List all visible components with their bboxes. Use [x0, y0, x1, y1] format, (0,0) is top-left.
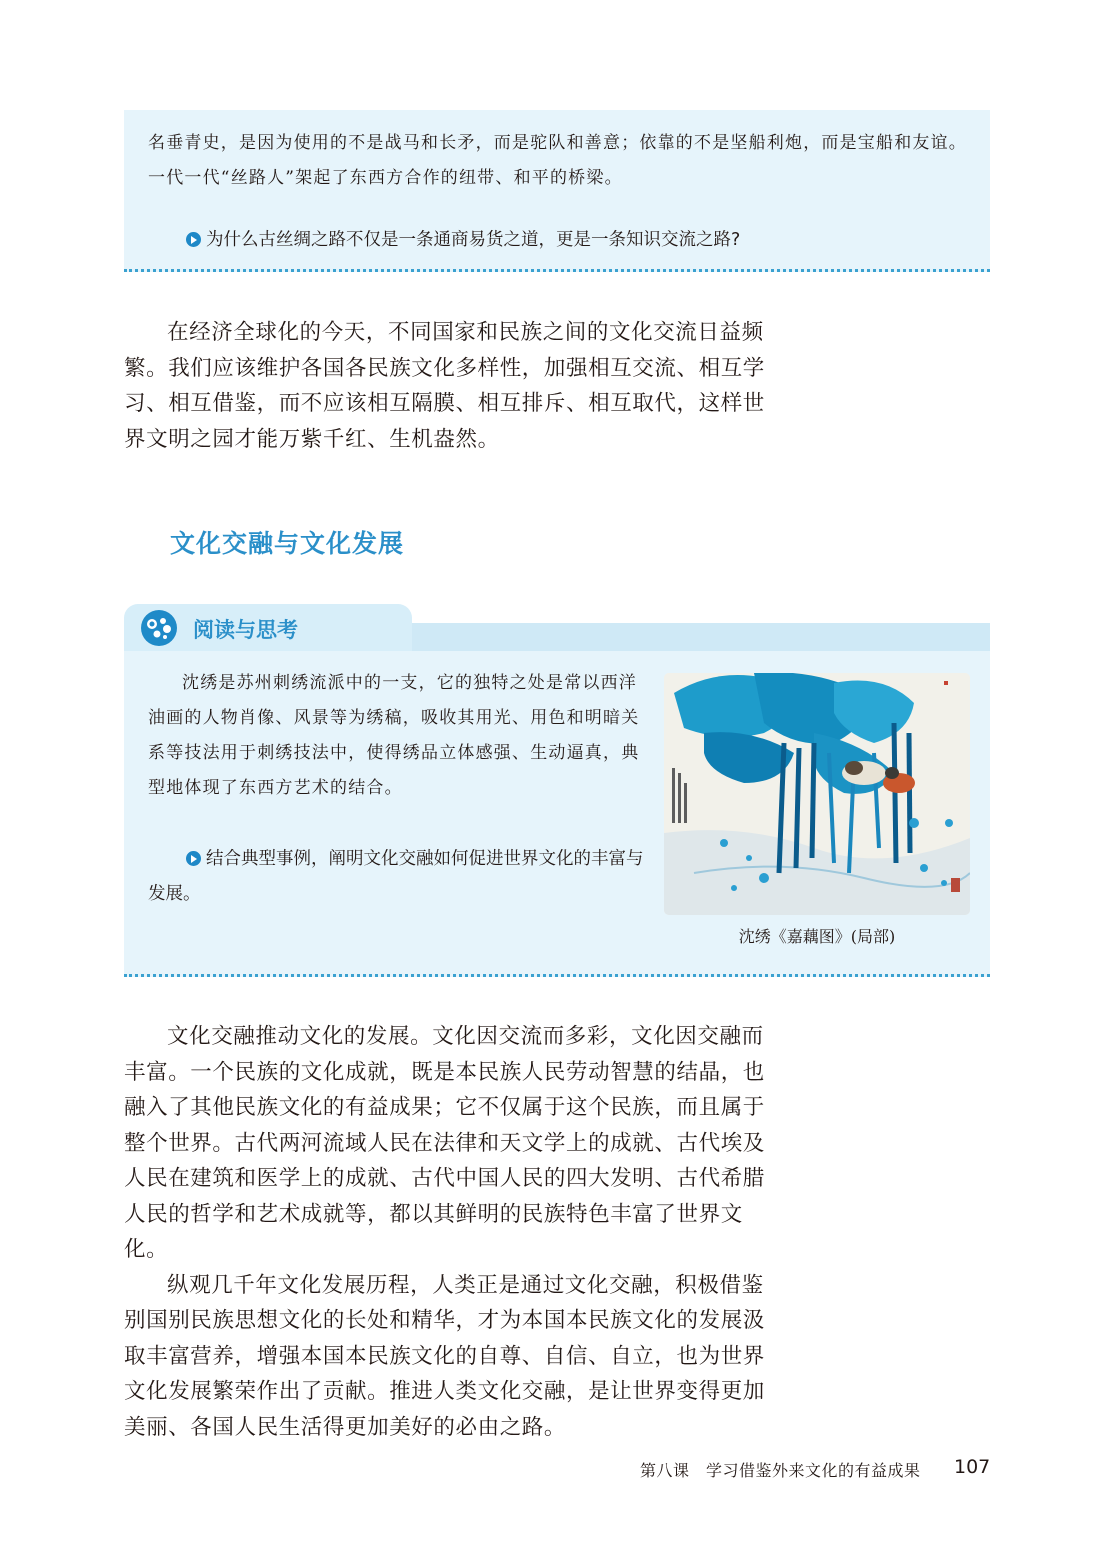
section-title: 文化交融与文化发展	[170, 529, 405, 558]
paragraph-2-text: 文化交融推动文化的发展。文化因交流而多彩，文化因交融而丰富。一个民族的文化成就，既是本民族人民劳动智慧的结晶，也融入了其他民族文化的有益成果；它不仅属于这个民族，而且属于整个世界。古代两河流域人民在法律和天文学上的成就、古代埃及人民在建筑和医学上的成就、古代中国人民的四大发明、古代希腊人民的哲学和艺术成就等，都以其鲜明的民族特色丰富了世界文化。	[124, 1024, 765, 1262]
page-number: 107	[954, 1456, 991, 1478]
footer-chapter-title: 第八课 学习借鉴外来文化的有益成果	[640, 1461, 921, 1480]
body-paragraph-2	[124, 1019, 774, 1445]
reading-text: 沈绣是苏州刺绣流派中的一支，它的独特之处是常以西洋油画的人物肖像、风景等为绣稿，吸收其用光、用色和明暗关系等技法用于刺绣技法中，使得绣品立体感强、生动逼真，典型地体现了东西方艺术的结合。	[148, 673, 640, 798]
image-caption: 沈绣《嘉藕图》(局部)	[738, 927, 896, 946]
paragraph-1-text: 在经济全球化的今天，不同国家和民族之间的文化交流日益频繁。我们应该维护各国各民族文化多样性，加强相互交流、相互学习、相互借鉴，而不应该相互隔膜、相互排斥、相互取代，这样世界文明之园才能万紫千红、生机盎然。	[124, 320, 765, 452]
play-arrow-icon	[186, 232, 201, 247]
play-arrow-icon	[186, 851, 201, 866]
quote-question	[186, 223, 740, 257]
reading-label: 阅读与思考	[193, 618, 298, 642]
quote-text: 名垂青史，是因为使用的不是战马和长矛，而是驼队和善意；依靠的不是坚船利炮，而是宝船和友谊。一代一代“丝路人”架起了东西方合作的纽带、和平的桥梁。	[148, 133, 967, 188]
reading-question	[148, 842, 648, 912]
paragraph-3-text: 纵观几千年文化发展历程，人类正是通过文化交融，积极借鉴别国别民族思想文化的长处和精华，才为本国本民族文化的发展汲取丰富营养，增强本国本民族文化的自尊、自信、自立，也为世界文化发展繁荣作出了贡献。推进人类文化交融，是让世界变得更加美丽、各国人民生活得更加美好的必由之路。	[124, 1272, 765, 1440]
body-paragraph-1	[124, 315, 774, 457]
quote-question-text: 为什么古丝绸之路不仅是一条通商易货之道，更是一条知识交流之路?	[206, 230, 741, 250]
reading-question-text: 结合典型事例，阐明文化交融如何促进世界文化的丰富与发展。	[148, 849, 644, 904]
reading-text-block	[148, 666, 643, 806]
reading-logo-icon	[141, 610, 177, 646]
shen-embroidery-image	[664, 673, 970, 915]
